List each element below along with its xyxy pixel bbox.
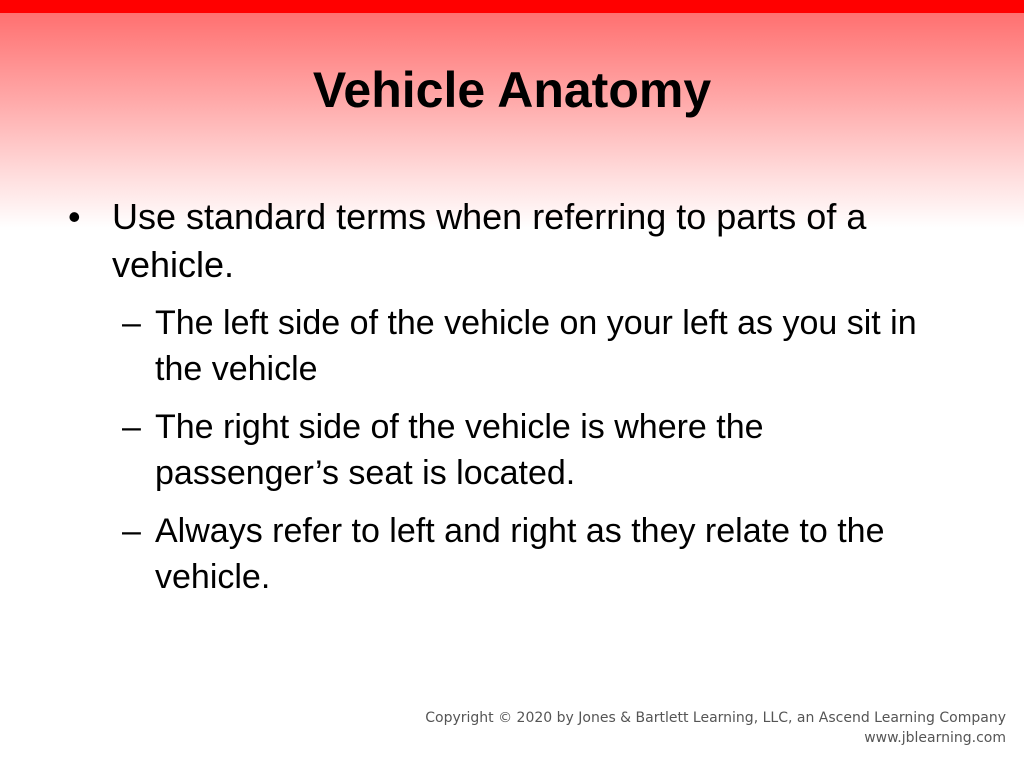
website-link[interactable]: www.jblearning.com xyxy=(864,730,1006,746)
sub-bullet-text: The left side of the vehicle on your left as you sit in the vehicle xyxy=(155,304,917,388)
sub-bullet-text: Always refer to left and right as they relate to the vehicle. xyxy=(155,512,885,596)
copyright-notice: Copyright © 2020 by Jones & Bartlett Learning, LLC, an Ascend Learning Company xyxy=(425,710,1006,726)
slide-title: Vehicle Anatomy xyxy=(312,62,712,118)
sub-bullet-marker: – xyxy=(122,408,141,446)
footer xyxy=(425,708,1006,748)
sub-bullet-marker: – xyxy=(122,304,141,342)
sub-bullet-text: The right side of the vehicle is where the passenger’s seat is located. xyxy=(155,408,764,492)
bullet-text: Use standard terms when referring to parts of a vehicle. xyxy=(112,196,867,285)
sub-bullet-marker: – xyxy=(122,512,141,550)
bullet-marker: • xyxy=(68,196,81,237)
